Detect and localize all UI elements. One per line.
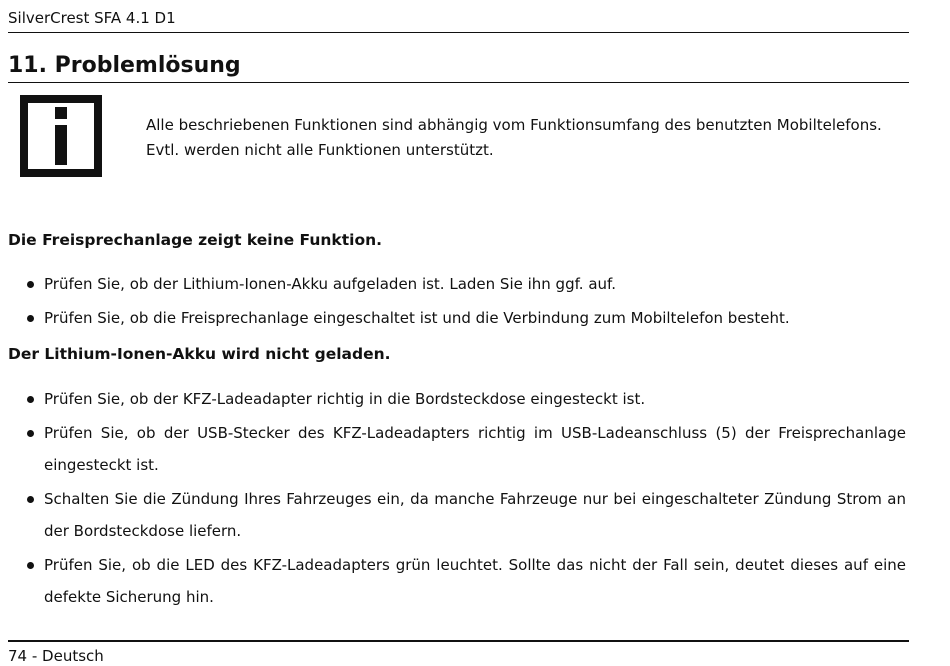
- info-note: [146, 113, 906, 163]
- list-item-text: Prüfen Sie, ob der USB-Stecker des KFZ-Ladeadapters richtig im USB-Ladeanschluss (5) der Freisprechanlage eingesteckt ist.: [44, 424, 906, 474]
- list-item: [24, 383, 906, 415]
- list-item-text: Prüfen Sie, ob der KFZ-Ladeadapter richtig in die Bordsteckdose eingesteckt ist.: [44, 390, 646, 408]
- bullet-dot-icon: [27, 396, 34, 403]
- section-heading: Die Freisprechanlage zeigt keine Funktion.: [8, 231, 383, 249]
- list-item-text: Schalten Sie die Zündung Ihres Fahrzeuges ein, da manche Fahrzeuge nur bei eingeschalteter Zündung Strom an der Bordsteckdose liefern.: [44, 490, 906, 540]
- list-item: [24, 483, 906, 547]
- info-icon: [20, 95, 102, 177]
- bullet-dot-icon: [27, 281, 34, 288]
- bullet-list: [24, 268, 906, 336]
- running-header: SilverCrest SFA 4.1 D1: [8, 9, 176, 27]
- bullet-dot-icon: [27, 496, 34, 503]
- footer-rule: [8, 640, 909, 642]
- list-item: [24, 268, 906, 300]
- page-footer: 74 - Deutsch: [8, 647, 104, 665]
- info-note-line: Alle beschriebenen Funktionen sind abhängig vom Funktionsumfang des benutzten Mobiltelefons.: [146, 116, 882, 134]
- list-item: [24, 549, 906, 613]
- list-item: [24, 302, 906, 334]
- list-item: [24, 417, 906, 481]
- header-rule: [8, 32, 909, 33]
- list-item-text: Prüfen Sie, ob der Lithium-Ionen-Akku aufgeladen ist. Laden Sie ihn ggf. auf.: [44, 275, 616, 293]
- list-item-text: Prüfen Sie, ob die LED des KFZ-Ladeadapters grün leuchtet. Sollte das nicht der Fall sein, deutet dieses auf eine defekte Sicherung hin.: [44, 556, 906, 606]
- list-item-text: Prüfen Sie, ob die Freisprechanlage eingeschaltet ist und die Verbindung zum Mobiltelefon besteht.: [44, 309, 790, 327]
- bullet-dot-icon: [27, 315, 34, 322]
- info-note-line: Evtl. werden nicht alle Funktionen unterstützt.: [146, 141, 494, 159]
- section-heading: Der Lithium-Ionen-Akku wird nicht geladen.: [8, 345, 391, 363]
- bullet-dot-icon: [27, 430, 34, 437]
- bullet-dot-icon: [27, 562, 34, 569]
- bullet-list: [24, 383, 906, 615]
- title-rule: [8, 82, 909, 83]
- chapter-title: 11. Problemlösung: [8, 53, 241, 78]
